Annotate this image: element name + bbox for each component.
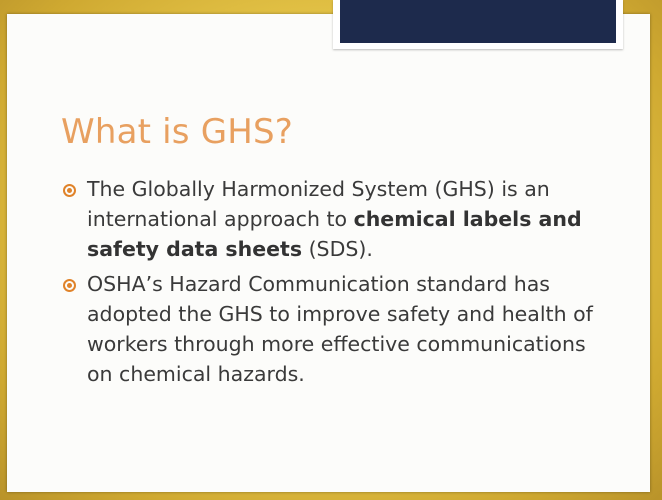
bullet-text-part: The Globally Harmonized System (GHS) is an international approach to — [87, 177, 550, 231]
bullet-text: OSHA’s Hazard Communication standard has adopted the GHS to improve safety and health of workers through more effective communications on chemical hazards. — [87, 272, 593, 386]
slide — [7, 14, 650, 492]
bullet-text-part: (SDS). — [302, 237, 373, 261]
circle-bullet-icon — [63, 279, 76, 292]
bullet-item-ghs-definition — [61, 174, 601, 264]
header-accent-bar — [340, 0, 616, 43]
circle-bullet-icon — [63, 184, 76, 197]
bullet-bold-text: chemical labels and safety data sheets — [87, 207, 582, 261]
bullet-list — [61, 174, 601, 394]
header-accent-frame — [333, 0, 623, 49]
bullet-item-osha-standard — [61, 269, 601, 389]
slide-title: What is GHS? — [61, 112, 294, 152]
